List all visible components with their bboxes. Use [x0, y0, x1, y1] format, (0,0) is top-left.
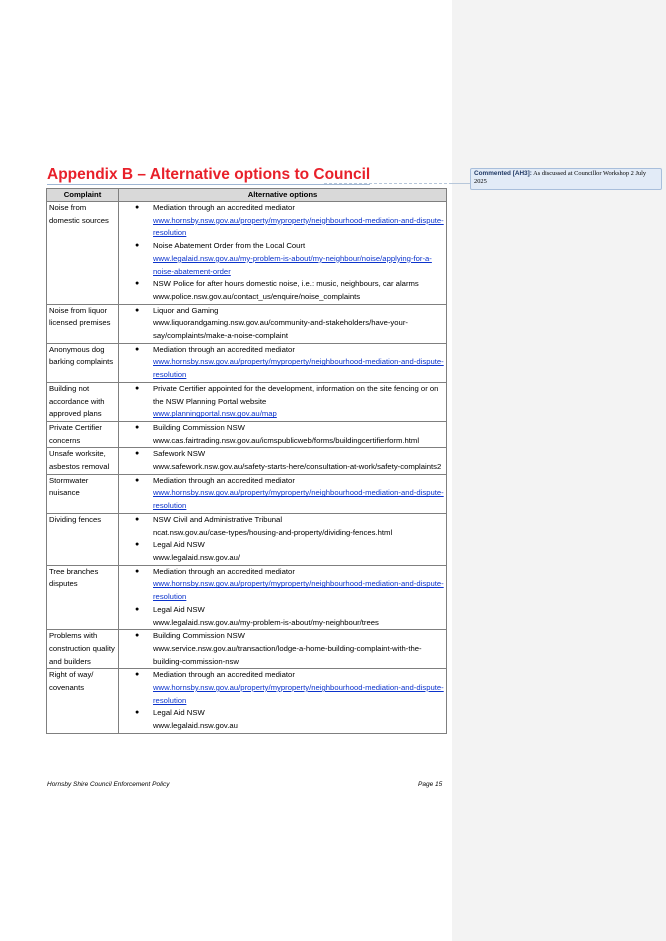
options-list [121, 383, 444, 421]
bullet-icon: ● [135, 476, 140, 484]
bullet-icon: ● [135, 423, 140, 431]
option-title: NSW Civil and Administrative Tribunal [153, 514, 283, 524]
table-row [47, 513, 447, 565]
option-item [121, 240, 444, 278]
option-title: Legal Aid NSW [153, 540, 205, 550]
options-list [121, 448, 444, 473]
option-link[interactable]: www.planningportal.nsw.gov.au/map [153, 409, 277, 419]
option-link[interactable]: www.hornsby.nsw.gov.au/property/myproperty/neighbourhood-mediation-and-dispute-resolution [153, 357, 444, 380]
option-item [121, 539, 444, 564]
table-row [47, 565, 447, 630]
option-url-text: www.legalaid.nsw.gov.au/ [153, 552, 241, 562]
option-link[interactable]: www.hornsby.nsw.gov.au/property/myproperty/neighbourhood-mediation-and-dispute-resolution [153, 215, 444, 238]
options-cell [119, 565, 447, 630]
options-list [121, 422, 444, 447]
table-row [47, 474, 447, 513]
options-cell [119, 421, 447, 447]
option-title: Mediation through an accredited mediator [153, 203, 295, 212]
options-cell [119, 474, 447, 513]
bullet-icon: ● [135, 567, 140, 575]
option-title: Building Commission NSW [153, 422, 245, 432]
table-row [47, 448, 447, 474]
option-item [121, 278, 444, 303]
bullet-icon: ● [135, 632, 140, 640]
option-item [121, 475, 444, 513]
options-list [121, 566, 444, 630]
options-cell [119, 630, 447, 669]
option-url-text: www.cas.fairtrading.nsw.gov.au/icmspublicweb/forms/buildingcertifierform.html [153, 435, 420, 445]
option-link[interactable]: www.legalaid.nsw.gov.au/my-problem-is-about/my-neighbour/noise/applying-for-a-noise-abatement-order [153, 253, 432, 276]
bullet-icon: ● [135, 242, 140, 250]
option-title: Liquor and Gaming [153, 305, 219, 315]
option-item [121, 630, 444, 668]
comment-author: Commented [AH3]: [474, 170, 532, 177]
footer-policy-name: Hornsby Shire Council Enforcement Policy [47, 781, 170, 788]
options-list [121, 344, 444, 382]
option-item [121, 422, 444, 447]
comment-anchor-line [324, 183, 452, 184]
option-title: Noise Abatement Order from the Local Court [153, 241, 306, 251]
option-title: Safework NSW [153, 449, 206, 459]
bullet-icon: ● [135, 345, 140, 353]
option-item [121, 604, 444, 629]
comment-text[interactable] [474, 170, 660, 186]
bullet-icon: ● [135, 280, 140, 288]
table-row [47, 304, 447, 343]
bullet-icon: ● [135, 515, 140, 523]
option-url-text: www.safework.nsw.gov.au/safety-starts-here/consultation-at-work/safety-complaints2 [153, 462, 442, 472]
option-title: Mediation through an accredited mediator [153, 566, 295, 576]
bullet-icon: ● [135, 709, 140, 717]
option-title: Private Certifier appointed for the development, information on the site fencing or on the NSW Planning Portal website [153, 383, 439, 406]
alternative-options-table [46, 188, 447, 734]
footer-page-number: Page 15 [418, 781, 443, 788]
complaint-cell: Building not accordance with approved plans [47, 382, 119, 421]
options-list [121, 202, 444, 304]
option-item [121, 383, 444, 421]
option-link[interactable]: www.hornsby.nsw.gov.au/property/myproperty/neighbourhood-mediation-and-dispute-resolution [153, 579, 444, 602]
option-title: NSW Police for after hours domestic noise, i.e.: music, neighbours, car alarms [153, 279, 419, 289]
options-list [121, 669, 444, 733]
option-title: Legal Aid NSW [153, 604, 205, 614]
table-row [47, 382, 447, 421]
options-list [121, 475, 444, 513]
option-url-text: ncat.nsw.gov.au/case-types/housing-and-property/dividing-fences.html [153, 527, 393, 537]
header-alternative-options: Alternative options [119, 189, 447, 202]
header-complaint: Complaint [47, 189, 119, 202]
bullet-icon: ● [135, 450, 140, 458]
options-cell [119, 448, 447, 474]
complaint-cell: Right of way/ covenants [47, 669, 119, 734]
options-list [121, 630, 444, 668]
option-item [121, 305, 444, 343]
option-title: Mediation through an accredited mediator [153, 475, 295, 485]
option-item [121, 514, 444, 539]
option-item [121, 669, 444, 707]
option-title: Legal Aid NSW [153, 708, 205, 718]
comments-margin-pane [452, 0, 666, 941]
complaint-cell: Dividing fences [47, 513, 119, 565]
option-title: Mediation through an accredited mediator [153, 670, 295, 680]
comment-body: As discussed at Councillor Workshop 2 July 2025 [474, 170, 647, 185]
option-title: Mediation through an accredited mediator [153, 344, 295, 354]
options-cell [119, 513, 447, 565]
option-url-text: www.liquorandgaming.nsw.gov.au/community-and-stakeholders/have-your-say/complaints/make-a-noise-complaint [153, 318, 408, 341]
options-list [121, 305, 444, 343]
option-title: Building Commission NSW [153, 631, 245, 641]
complaint-cell: Problems with construction quality and builders [47, 630, 119, 669]
options-list [121, 514, 444, 565]
bullet-icon: ● [135, 605, 140, 613]
options-cell [119, 382, 447, 421]
option-item [121, 344, 444, 382]
table-row [47, 343, 447, 382]
option-url-text: www.service.nsw.gov.au/transaction/lodge-a-home-building-complaint-with-the-building-commission-nsw [153, 643, 422, 666]
complaint-cell: Anonymous dog barking complaints [47, 343, 119, 382]
option-url-text: www.legalaid.nsw.gov.au/my-problem-is-about/my-neighbour/trees [153, 617, 379, 627]
option-item [121, 202, 444, 240]
table-row [47, 202, 447, 305]
option-link[interactable]: www.hornsby.nsw.gov.au/property/myproperty/neighbourhood-mediation-and-dispute-resolution [153, 488, 444, 511]
table-row [47, 630, 447, 669]
option-url-text: www.police.nsw.gov.au/contact_us/enquire/noise_complaints [153, 291, 361, 301]
options-cell [119, 343, 447, 382]
options-cell [119, 669, 447, 734]
option-item [121, 566, 444, 604]
bullet-icon: ● [135, 384, 140, 392]
table-row [47, 669, 447, 734]
bullet-icon: ● [135, 204, 140, 211]
complaint-cell: Private Certifier concerns [47, 421, 119, 447]
option-url-text: www.legalaid.nsw.gov.au [153, 721, 238, 731]
bullet-icon: ● [135, 541, 140, 549]
complaint-cell: Noise from domestic sources [47, 202, 119, 305]
bullet-icon: ● [135, 671, 140, 679]
option-item [121, 448, 444, 473]
table-row [47, 421, 447, 447]
complaint-cell: Unsafe worksite, asbestos removal [47, 448, 119, 474]
option-item [121, 707, 444, 732]
complaint-cell: Stormwater nuisance [47, 474, 119, 513]
table-header-row [47, 189, 447, 202]
options-cell [119, 304, 447, 343]
complaint-cell: Tree branches disputes [47, 565, 119, 630]
page-heading: Appendix B – Alternative options to Council [47, 166, 371, 183]
options-cell [119, 202, 447, 305]
complaint-cell: Noise from liquor licensed premises [47, 304, 119, 343]
option-link[interactable]: www.hornsby.nsw.gov.au/property/myproperty/neighbourhood-mediation-and-dispute-resolution [153, 683, 444, 705]
bullet-icon: ● [135, 306, 140, 314]
